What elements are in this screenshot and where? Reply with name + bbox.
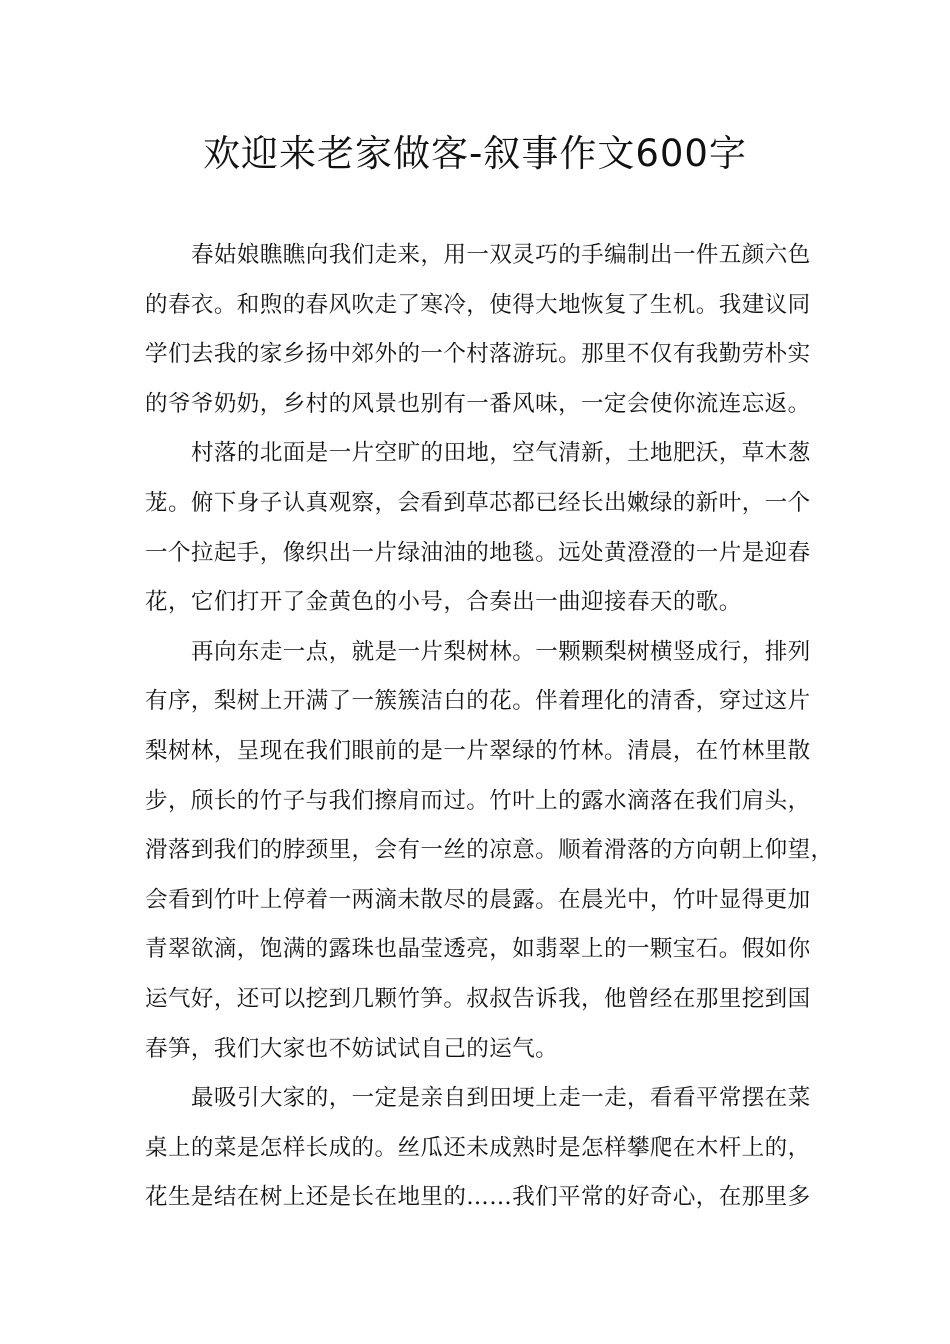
text-line: 村落的北面是一片空旷的田地，空气清新，土地肥沃，草木葱 [191, 440, 811, 467]
text-line: 春笋，我们大家也不妨试试自己的运气。 [145, 1035, 559, 1062]
text-line: 桌上的菜是怎样长成的。丝瓜还未成熟时是怎样攀爬在木杆上的， [145, 1134, 811, 1161]
text-line: 的春衣。和煦的春风吹走了寒冷，使得大地恢复了生机。我建议同 [145, 291, 811, 318]
text-line: 运气好，还可以挖到几颗竹笋。叔叔告诉我，他曾经在那里挖到国 [145, 985, 811, 1012]
text-line: 的爷爷奶奶，乡村的风景也别有一番风味，一定会使你流连忘返。 [145, 390, 811, 417]
text-line: 梨树林，呈现在我们眼前的是一片翠绿的竹林。清晨，在竹林里散 [145, 737, 811, 764]
text-line: 春姑娘瞧瞧向我们走来，用一双灵巧的手编制出一件五颜六色 [191, 242, 811, 268]
text-line: 花，它们打开了金黄色的小号，合奏出一曲迎接春天的歌。 [145, 589, 742, 616]
document-title: 欢迎来老家做客-叙事作文600字 [203, 132, 747, 175]
text-line: 最吸引大家的，一定是亲自到田埂上走一走，看看平常摆在菜 [191, 1085, 811, 1112]
text-line: 花生是结在树上还是长在地里的……我们平常的好奇心，在那里多 [145, 1184, 811, 1211]
text-line: 再向东走一点，就是一片梨树林。一颗颗梨树横竖成行，排列 [191, 638, 811, 665]
document-body [145, 231, 834, 1223]
text-line: 会看到竹叶上停着一两滴未散尽的晨露。在晨光中，竹叶显得更加 [145, 886, 811, 913]
text-line: 滑落到我们的脖颈里，会有一丝的凉意。顺着滑落的方向朝上仰望， [145, 837, 834, 864]
text-line: 有序，梨树上开满了一簇簇洁白的花。伴着理化的清香，穿过这片 [145, 688, 811, 715]
text-line: 茏。俯下身子认真观察，会看到草芯都已经长出嫩绿的新叶，一个 [145, 489, 811, 516]
text-line: 青翠欲滴，饱满的露珠也晶莹透亮，如翡翠上的一颗宝石。假如你 [145, 936, 811, 963]
text-line: 一个拉起手，像织出一片绿油油的地毯。远处黄澄澄的一片是迎春 [145, 539, 811, 566]
text-line: 步，颀长的竹子与我们擦肩而过。竹叶上的露水滴落在我们肩头， [145, 787, 811, 814]
text-line: 学们去我的家乡扬中郊外的一个村落游玩。那里不仅有我勤劳朴实 [145, 341, 811, 368]
